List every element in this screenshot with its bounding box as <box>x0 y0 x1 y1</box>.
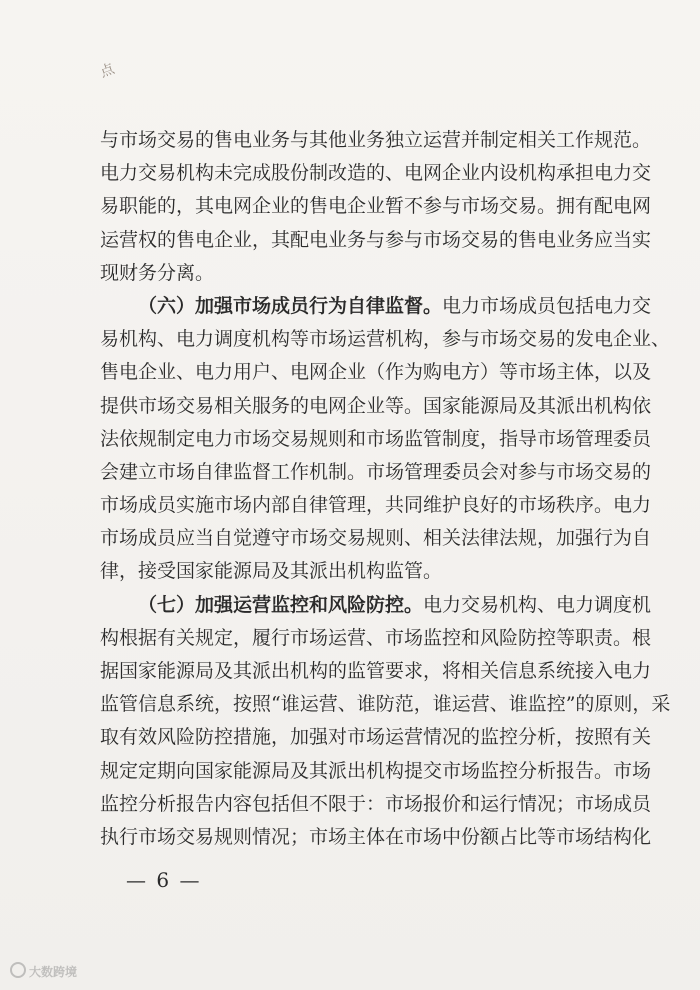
text-line: 市场成员应当自觉遵守市场交易规则、相关法律法规，加强行为自 <box>100 527 652 550</box>
text-line: 监管信息系统，按照“谁运营、谁防范，谁运营、谁监控”的原则，采 <box>100 693 671 716</box>
text-line: 运营权的售电企业，其配电业务与参与市场交易的售电业务应当实 <box>100 228 652 251</box>
text-line: 构根据有关规定，履行市场运营、市场监控和风险防控等职责。根 <box>100 626 652 649</box>
section-heading-7: （七）加强运营监控和风险防控。 <box>138 593 424 616</box>
text-line: 监控分析报告内容包括但不限于：市场报价和运行情况；市场成员 <box>100 792 652 815</box>
text-line: 据国家能源局及其派出机构的监管要求，将相关信息系统接入电力 <box>100 660 652 682</box>
paragraph-first-line <box>100 589 652 622</box>
text-line: 与市场交易的售电业务与其他业务独立运营并制定相关工作规范。 <box>100 129 652 151</box>
page-number: — 6 — <box>126 868 202 892</box>
body-text <box>100 124 671 854</box>
text-line: 律，接受国家能源局及其派出机构监管。 <box>100 560 443 583</box>
text-line: 易职能的，其电网企业的售电企业暂不参与市场交易。拥有配电网 <box>100 195 652 218</box>
text-line: 现财务分离。 <box>100 261 215 284</box>
paragraph-first-line <box>100 290 652 323</box>
text-line: 易机构、电力调度机构等市场运营机构，参与市场交易的发电企业、 <box>100 328 671 351</box>
text-run: 电力交易机构、电力调度机 <box>423 593 652 616</box>
text-line: 规定定期向国家能源局及其派出机构提交市场监控分析报告。市场 <box>100 759 652 782</box>
corner-mark: 点 <box>98 61 117 81</box>
text-line: 执行市场交易规则情况；市场主体在市场中份额占比等市场结构化 <box>100 825 652 848</box>
text-line: 会建立市场自律监督工作机制。市场管理委员会对参与市场交易的 <box>100 460 652 483</box>
watermark-text: 大数跨境 <box>29 965 78 979</box>
text-line: 提供市场交易相关服务的电网企业等。国家能源局及其派出机构依 <box>100 394 652 417</box>
text-line: 市场成员实施市场内部自律管理，共同维护良好的市场秩序。电力 <box>100 494 652 517</box>
text-run: 电力市场成员包括电力交 <box>442 294 652 317</box>
text-line: 售电企业、电力用户、电网企业（作为购电方）等市场主体，以及 <box>100 361 652 384</box>
section-heading-6: （六）加强市场成员行为自律监督。 <box>138 294 443 317</box>
text-line: 取有效风险防控措施，加强对市场运营情况的监控分析，按照有关 <box>100 726 652 749</box>
watermark <box>10 962 77 980</box>
text-line: 电力交易机构未完成股份制改造的、电网企业内设机构承担电力交 <box>100 162 652 185</box>
text-line: 法依规制定电力市场交易规则和市场监管制度，指导市场管理委员 <box>100 427 652 450</box>
watermark-logo-icon <box>10 962 26 978</box>
